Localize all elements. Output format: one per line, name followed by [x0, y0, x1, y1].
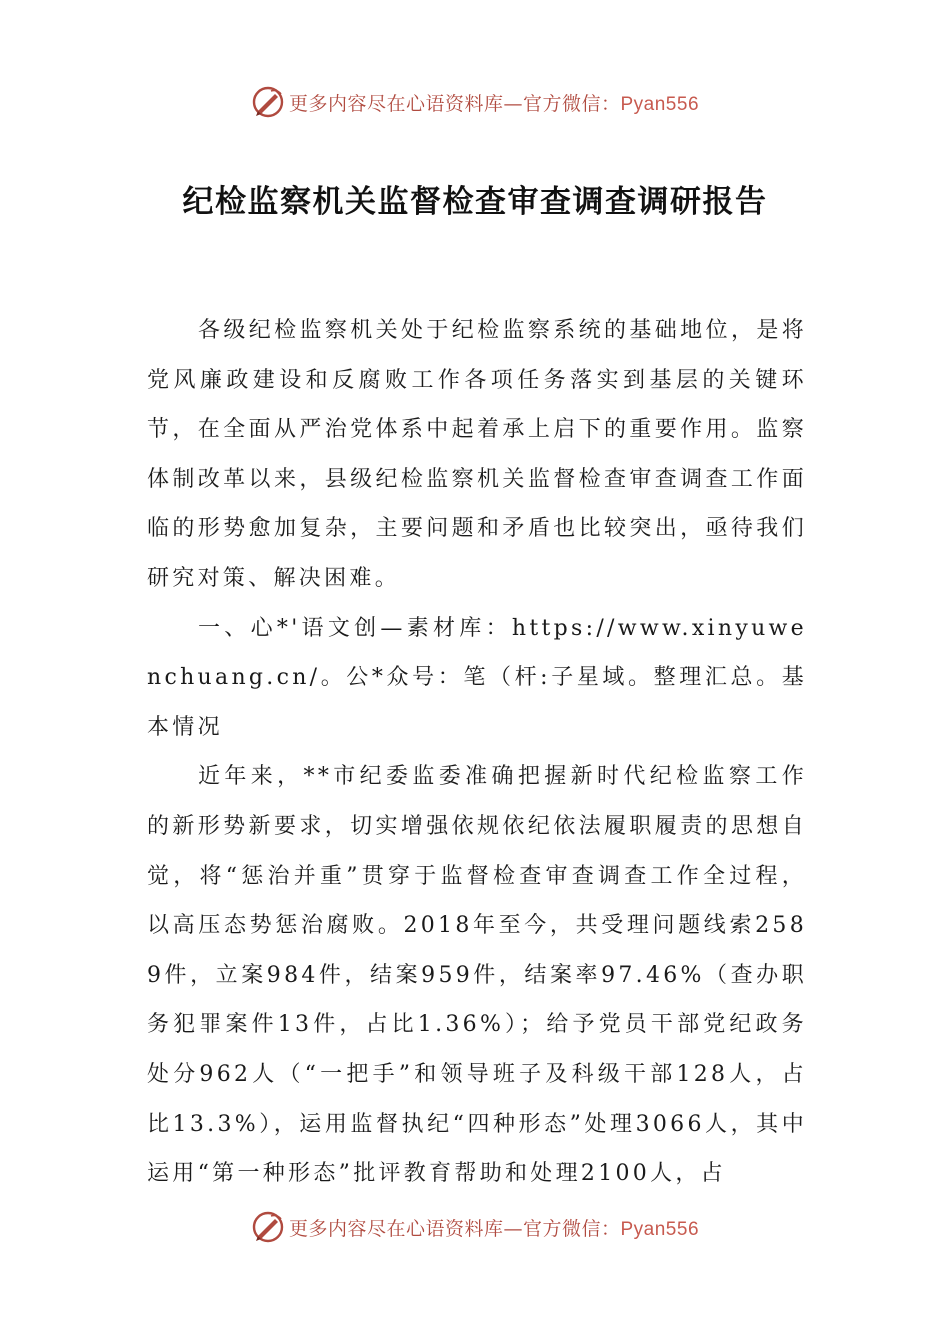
watermark-header — [0, 82, 950, 122]
pen-logo-icon — [251, 1210, 285, 1244]
watermark-text: 更多内容尽在心语资料库—官方微信： — [288, 1217, 621, 1240]
watermark-handle: Pyan556 — [620, 1218, 700, 1240]
paragraph-basic-situation: 近年来，**市纪委监委准确把握新时代纪检监察工作的新形势新要求，切实增强依规依纪依法履职履责的思想自觉，将“惩治并重”贯穿于监督检查审查调查工作全过程，以高压态势惩治腐败。2018年至今，共受理问题线索2589件，立案984件，结案959件，结案率97.46%（查办职务犯罪案件13件，占比1.36%）；给予党员干部党纪政务处分962人（“一把手”和领导班子及科级干部128人，占比13.3%），运用监督执纪“四种形态”处理3066人，其中运用“第一种形态”批评教育帮助和处理2100人，占 — [147, 764, 807, 1187]
pen-logo-icon — [251, 85, 285, 119]
watermark-handle: Pyan556 — [620, 93, 700, 115]
watermark-footer — [0, 1207, 950, 1247]
document-title: 纪检监察机关监督检查审查调查调研报告 — [182, 184, 768, 220]
watermark-text: 更多内容尽在心语资料库—官方微信： — [288, 92, 621, 115]
paragraph-intro: 各级纪检监察机关处于纪检监察系统的基础地位，是将党风廉政建设和反腐败工作各项任务落实到基层的关键环节，在全面从严治党体系中起着承上启下的重要作用。监察体制改革以来，县级纪检监察机关监督检查审查调查工作面临的形势愈加复杂，主要问题和矛盾也比较突出，亟待我们研究对策、解决困难。 — [147, 318, 807, 591]
document-body — [147, 306, 807, 1199]
paragraph-section-heading: 一、心*'语文创—素材库：https://www.xinyuwenchuang.cn/。公*众号：笔（杆:子星域。整理汇总。基本情况 — [147, 615, 807, 740]
